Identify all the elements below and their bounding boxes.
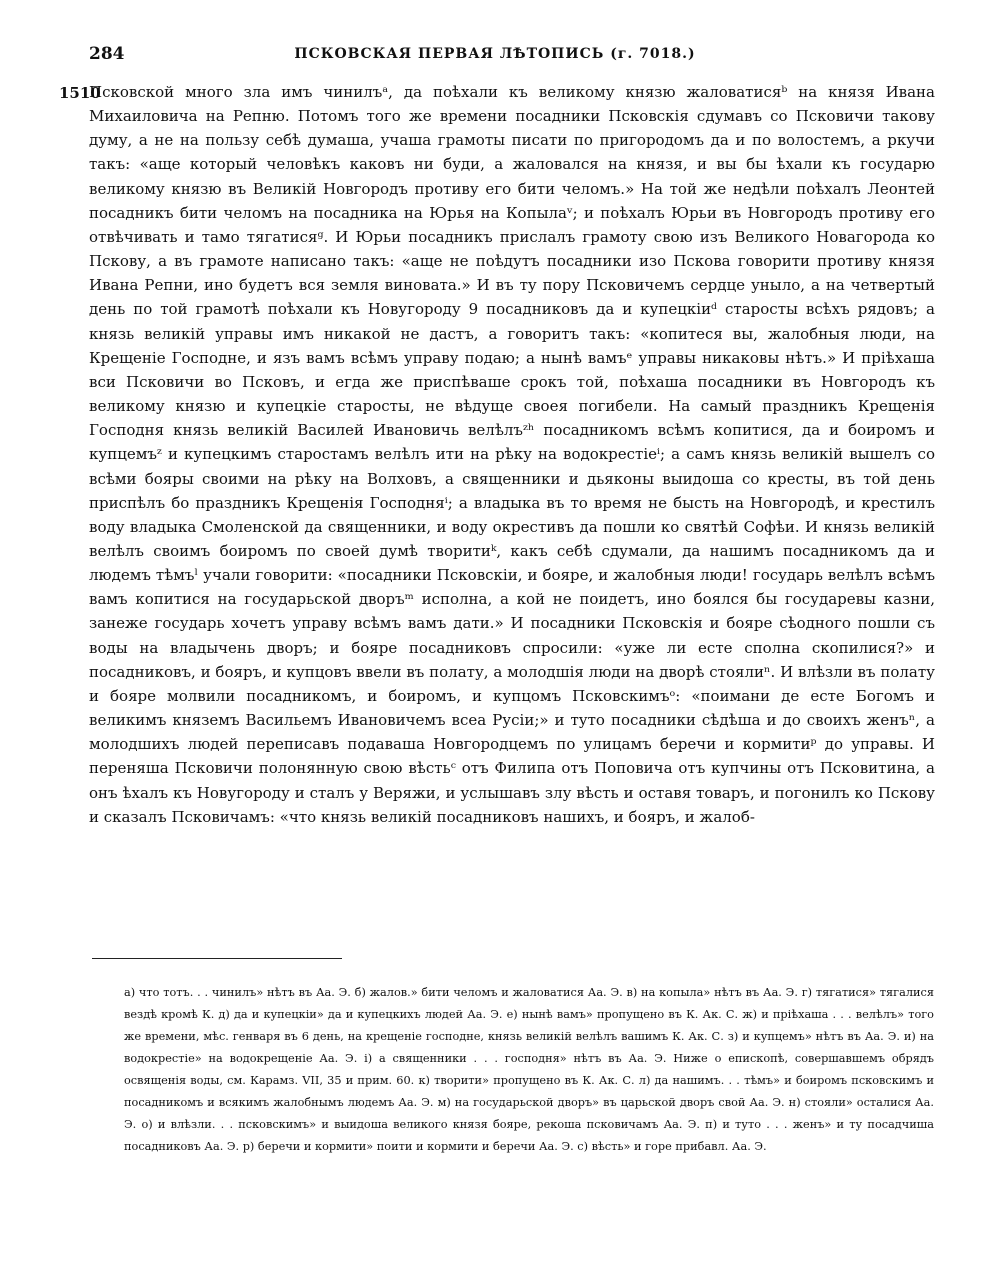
- main-text: Псковской много зла имъ чинилъᵃ, да поѣхали къ великому князю жаловатисяᵇ на князя Ивана Михаиловича на Репню. Потомъ того же времени посадники Псковскія сдумавъ со Псковичи такову думу, а не на пользу себѣ думаша, учаша грамоты писати по пригородомъ да и по волостемъ, а ркучи такъ: «аще который человѣкъ каковъ ни буди, а жаловался на князя, и вы бы ѣхали къ государю великому князю въ Великій Новгородъ противу его бити челомъ.» На той же недѣли поѣхалъ Леонтей посадникъ бити челомъ на посадника на Юрья на Копылаᵛ; и поѣхалъ Юрьи въ Новгородъ противу его отвѣчивать и тамо тягатисяᵍ. И Юрьи посадникъ прислалъ грамоту свою изъ Великого Новагорода ко Пскову, а въ грамоте написано такъ: «аще не поѣдутъ посадники изо Пскова говорити противу князя Ивана Репни, ино будетъ вся земля виновата.» И въ ту пору Псковичемъ сердце уныло, а на четвертый день по той грамотѣ поѣхали къ Новугороду 9 посадниковъ да и купецкіиᵈ старосты всѣхъ рядовъ; а князь великій управы имъ никакой не дастъ, а говоритъ такъ: «копитеся вы, жалобныя люди, на Крещеніе Господне, и язъ вамъ всѣмъ управу подаю; а нынѣ вамъᵉ управы никаковы нѣтъ.» И пріѣхаша вси Псковичи во Псковъ, и егда же приспѣваше срокъ той, поѣхаша посадники въ Новгородъ къ великому князю и купецкіе старосты, не вѣдуще своея погибели. На самый праздникъ Крещенія Господня князь великій Василей Ивановичь велѣлъᶻʰ посадникомъ всѣмъ копитися, да и боиромъ и купцемъᶻ и купецкимъ старостамъ велѣлъ ити на рѣку на водокрестіеⁱ; а самъ князь великій вышелъ со всѣми бояры своими на рѣку на Волховъ, а священники и дьяконы выидоша со кресты, въ той день приспѣлъ бо праздникъ Крещенія Господняⁱ; а владыка въ то время не бысть на Новгородѣ, и крестилъ воду владыка Смоленской да священники, и воду окрестивъ да пошли ко святѣй Софѣи. И князь великій велѣлъ своимъ боиромъ по своей думѣ творитиᵏ, какъ себѣ сдумали, да нашимъ посадникомъ да и людемъ тѣмъˡ учали говорити: «посадники Псковскіи, и бояре, и жалобныя люди! государь велѣлъ всѣмъ вамъ копитися на государьской дворъᵐ исполна, а кой не поидетъ, ино боялся бы государевы казни, занеже государь хочетъ управу всѣмъ вамъ дати.» И посадники Псковскія и бояре сѣодного пошли съ воды на владычень дворъ; и бояре посадниковъ спросили: «уже ли есте сполна скопилися?» и посадниковъ, и бояръ, и купцовъ ввели въ полату, а молодшія люди на дворѣ стоялиⁿ. И влѣзли въ полату и бояре молвили посадникомъ, и боиромъ, и купцомъ Псковскимъᵒ: «поимани де есте Богомъ и великимъ княземъ Васильемъ Ивановичемъ всеа Русіи;» и туто посадники сѣдѣша и до своихъ женъⁿ, а молодшихъ людей переписавъ подаваша Новгородцемъ по улицамъ беречи и кормитиᵖ до управы. И переняша Псковичи полонянную свою вѣстьᶜ отъ Филипа отъ Поповича отъ купчины отъ Псковитина, а онъ ѣхалъ къ Новугороду и сталъ у Веряжи, и услышавъ злу вѣсть и оставя товаръ, и погонилъ ко Пскову и сказалъ Псковичамъ: «что князь великій посадниковъ нашихъ, и бояръ, и жалоб-: [89, 83, 936, 826]
- page-number: 284: [89, 44, 125, 64]
- page-header: [60, 44, 930, 70]
- running-title: ПСКОВСКАЯ ПЕРВАЯ ЛѢТОПИСЬ (г. 7018.): [294, 46, 696, 62]
- margin-year: 1510: [59, 84, 101, 102]
- footnote-divider: [92, 958, 342, 959]
- footnotes: а) что тотъ. . . чинилъ» нѣтъ въ Аа. Э. б) жалов.» бити челомъ и жаловатися Аа. Э. в) на копыла» нѣтъ въ Аа. Э. г) тягатися» тягалися вездѣ кромѣ К. д) да и купецкіи» да и купецкихъ людей Аа. Э. е) нынѣ вамъ» пропущено въ К. Ак. С. ж) и пріѣхаша . . . велѣлъ» того же времени, мѣс. генваря въ 6 день, на крещеніе господне, князь великій велѣлъ вашимъ К. Ак. С. з) и купцемъ» нѣтъ въ Аа. Э. и) на водокрестіе» на водокрещеніе Аа. Э. і) а священники . . . господня» нѣтъ въ Аа. Э. Ниже о епископѣ, совершавшемъ обрядъ освященія воды, см. Карамз. VII, 35 и прим. 60. к) творити» пропущено въ К. Ак. С. л) да нашимъ. . . тѣмъ» и боиромъ псковскимъ и посадникомъ и всякимъ жалобнымъ людемъ Аа. Э. м) на государьской дворъ» въ царьской дворъ свой Аа. Э. н) стояли» осталися Аа. Э. о) и влѣзли. . . псковскимъ» и выидоша великого князя бояре, рекоша псковичамъ Аа. Э. п) и туто . . . женъ» и ту посадчиша посадниковъ Аа. Э. р) беречи и кормити» поити и кормити и беречи Аа. Э. с) вѣсть» и горе прибавл. Аа. Э.: [124, 986, 934, 1153]
